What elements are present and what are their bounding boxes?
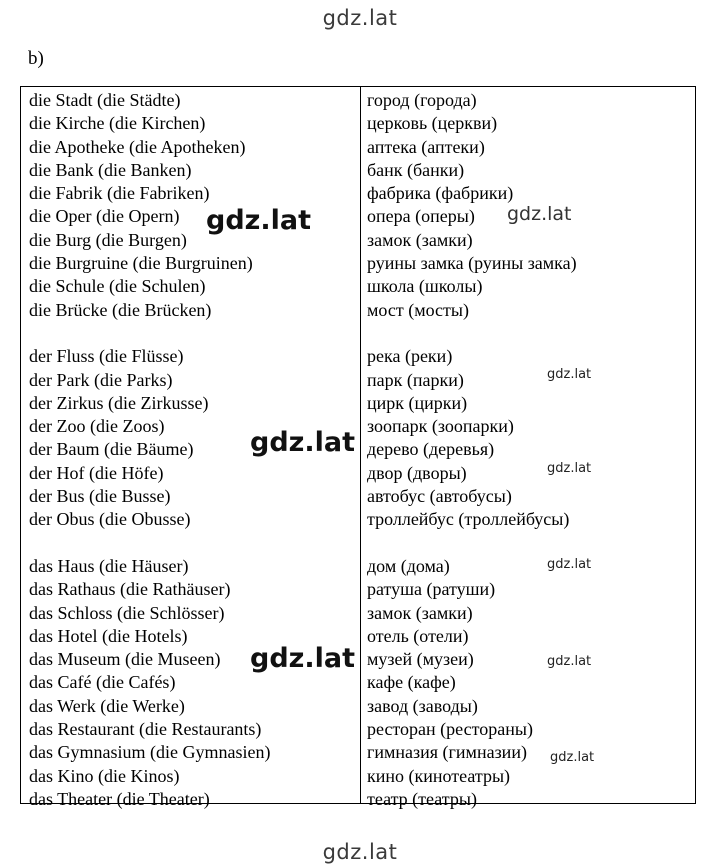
german-word: das Kino (die Kinos)	[29, 765, 180, 786]
column-divider	[360, 87, 361, 803]
german-word: das Restaurant (die Restaurants)	[29, 719, 262, 740]
russian-translation: зоопарк (зоопарки)	[367, 416, 514, 437]
russian-translation: ресторан (рестораны)	[367, 719, 533, 740]
watermark-overlay: gdz.lat	[206, 205, 312, 236]
russian-translation: ратуша (ратуши)	[367, 579, 496, 600]
german-word: das Rathaus (die Rathäuser)	[29, 579, 231, 600]
german-word: der Baum (die Bäume)	[29, 439, 194, 460]
german-word: der Bus (die Busse)	[29, 486, 171, 507]
german-word: die Apotheke (die Apotheken)	[29, 136, 246, 157]
russian-translation: дом (дома)	[367, 555, 450, 576]
russian-translation: руины замка (руины замка)	[367, 253, 577, 274]
russian-translation: церковь (церкви)	[367, 113, 498, 134]
german-word: die Fabrik (die Fabriken)	[29, 183, 210, 204]
section-label: b)	[28, 48, 44, 69]
russian-translation: фабрика (фабрики)	[367, 183, 514, 204]
russian-translation: театр (театры)	[367, 788, 477, 809]
russian-translation: банк (банки)	[367, 159, 465, 180]
german-word: das Gymnasium (die Gymnasien)	[29, 742, 271, 763]
watermark-overlay: gdz.lat	[547, 461, 592, 476]
russian-translation: кино (кинотеатры)	[367, 765, 511, 786]
group-spacer	[29, 322, 354, 345]
watermark-overlay: gdz.lat	[547, 367, 592, 382]
russian-translation: дерево (деревья)	[367, 439, 495, 460]
russian-translation: город (города)	[367, 90, 477, 110]
watermark-overlay: gdz.lat	[250, 427, 356, 458]
russian-translation: отель (отели)	[367, 625, 469, 646]
german-word: das Theater (die Theater)	[29, 788, 210, 809]
russian-translation: замок (замки)	[367, 602, 473, 623]
russian-translation: парк (парки)	[367, 369, 464, 390]
group-spacer	[367, 532, 692, 555]
german-word: der Fluss (die Flüsse)	[29, 346, 184, 367]
german-word: die Oper (die Opern)	[29, 206, 180, 227]
german-word: der Zirkus (die Zirkusse)	[29, 392, 209, 413]
russian-translation: автобус (автобусы)	[367, 486, 512, 507]
russian-column	[367, 89, 692, 811]
russian-translation: опера (оперы)	[367, 206, 475, 227]
german-word: die Bank (die Banken)	[29, 159, 192, 180]
german-word: der Obus (die Obusse)	[29, 509, 191, 530]
watermark-overlay: gdz.lat	[547, 654, 592, 669]
german-word: der Zoo (die Zoos)	[29, 416, 165, 437]
watermark-overlay: gdz.lat	[507, 203, 572, 225]
german-word: die Stadt (die Städte)	[29, 90, 181, 110]
russian-translation: гимназия (гимназии)	[367, 742, 527, 763]
german-word: die Burg (die Burgen)	[29, 229, 187, 250]
russian-translation: кафе (кафе)	[367, 672, 456, 693]
watermark-overlay: gdz.lat	[250, 643, 356, 674]
german-word: die Brücke (die Brücken)	[29, 299, 212, 320]
german-word: der Hof (die Höfe)	[29, 462, 164, 483]
german-word: das Museum (die Museen)	[29, 649, 221, 670]
group-spacer	[29, 532, 354, 555]
group-spacer	[367, 322, 692, 345]
russian-translation: река (реки)	[367, 346, 453, 367]
german-word: die Kirche (die Kirchen)	[29, 113, 206, 134]
russian-translation: замок (замки)	[367, 229, 473, 250]
german-word: das Hotel (die Hotels)	[29, 625, 188, 646]
german-word: das Schloss (die Schlösser)	[29, 602, 225, 623]
russian-translation: школа (школы)	[367, 276, 483, 297]
german-word: die Schule (die Schulen)	[29, 276, 206, 297]
russian-translation: мост (мосты)	[367, 299, 469, 320]
russian-translation: аптека (аптеки)	[367, 136, 485, 157]
german-word: der Park (die Parks)	[29, 369, 173, 390]
russian-translation: двор (дворы)	[367, 462, 467, 483]
german-word: das Werk (die Werke)	[29, 695, 185, 716]
watermark-overlay: gdz.lat	[547, 557, 592, 572]
vocabulary-table	[20, 86, 696, 809]
german-word: das Café (die Cafés)	[29, 672, 176, 693]
watermark-top: gdz.lat	[322, 6, 398, 30]
russian-translation: завод (заводы)	[367, 695, 478, 716]
watermark-overlay: gdz.lat	[550, 750, 595, 765]
russian-translation: троллейбус (троллейбусы)	[367, 509, 570, 530]
german-word: das Haus (die Häuser)	[29, 555, 189, 576]
watermark-bottom: gdz.lat	[322, 840, 398, 864]
russian-translation: музей (музеи)	[367, 649, 474, 670]
german-word: die Burgruine (die Burgruinen)	[29, 253, 253, 274]
russian-translation: цирк (цирки)	[367, 392, 468, 413]
